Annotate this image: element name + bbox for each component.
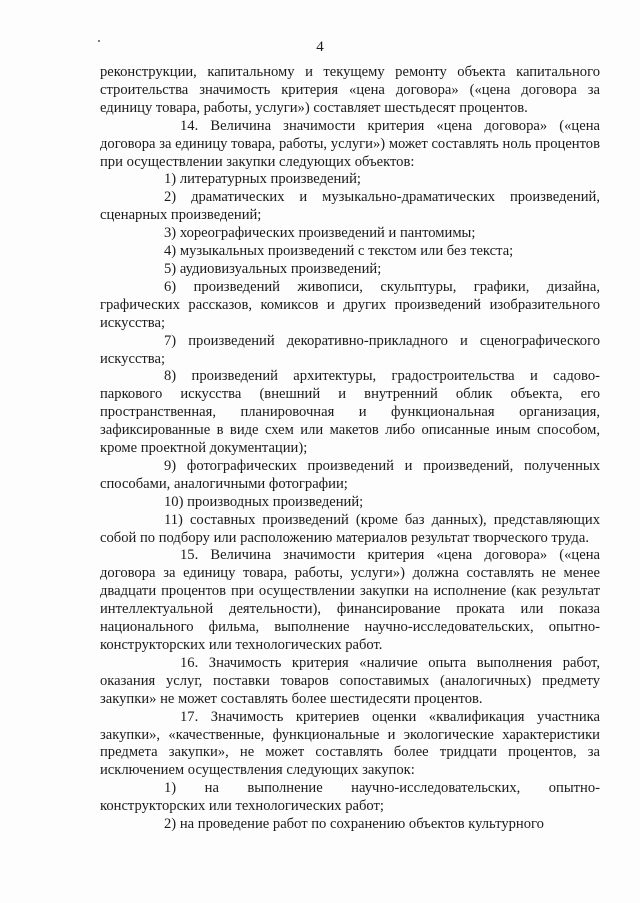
list-item-1 <box>100 171 600 189</box>
list-item-text: произведений архитектуры, градостроительства и садово-паркового искусства (внешний и внутренний облик объекта, его пространственная, планировочная и функциональная организация, зафиксированные в виде схем или макетов либо описанные иным способом, кроме проектной документации); <box>100 368 600 457</box>
list-item-11 <box>100 512 600 548</box>
list-item-4 <box>100 243 600 261</box>
list-item-text: производных произведений; <box>187 493 364 510</box>
list-item-number: 2) <box>164 816 177 833</box>
list-item-text: на проведение работ по сохранению объектов культурного <box>179 816 544 833</box>
list-item-6 <box>100 279 600 333</box>
list-item-text: хореографических произведений и пантомимы; <box>179 225 476 242</box>
list-item-number: 1) <box>164 780 177 797</box>
list-item-5 <box>100 261 600 279</box>
paragraph-15 <box>100 547 600 654</box>
list-item-17-1 <box>100 780 600 816</box>
list-item-text: составных произведений (кроме баз данных), представляющих собой по подбору или расположению материалов результат творческого труда. <box>100 511 600 546</box>
list-item-text: драматических и музыкально-драматических произведений, сценарных произведений; <box>100 189 600 224</box>
list-item-text: аудиовизуальных произведений; <box>179 260 382 277</box>
list-item-number: 8) <box>164 368 177 385</box>
paragraph-text: Значимость критериев оценки «квалификация участника закупки», «качественные, функциональные и экологические характеристики предмета закупки», не может составлять более тридцати процентов, за исключением осуществления следующих закупок: <box>100 708 600 779</box>
paragraph-text: реконструкции, капитальному и текущему ремонту объекта капитального строительства значимость критерия «цена договора» («цена договора за единицу товара, работы, услуги») составляет шестьдесят процентов. <box>100 64 600 116</box>
paragraph-number: 15. <box>180 547 199 564</box>
list-item-text: произведений живописи, скульптуры, графики, дизайна, графических рассказов, комиксов и других произведений изобразительного искусства; <box>100 278 600 331</box>
list-item-number: 5) <box>164 260 177 277</box>
list-item-text: литературных произведений; <box>179 171 361 188</box>
list-item-number: 4) <box>164 243 177 260</box>
list-item-9 <box>100 458 600 494</box>
list-item-17-2 <box>100 816 600 834</box>
paragraph-17 <box>100 709 600 781</box>
list-item-number: 11) <box>164 511 183 528</box>
list-item-number: 9) <box>164 457 177 474</box>
list-item-number: 1) <box>164 171 177 188</box>
paragraph-number: 17. <box>180 708 199 725</box>
paragraph-number: 16. <box>180 654 199 671</box>
list-item-text: музыкальных произведений с текстом или без текста; <box>179 243 514 260</box>
paragraph-text: Величина значимости критерия «цена договора» («цена договора за единицу товара, работы, услуги») должна составлять не менее двадцати процентов при осуществлении закупки на исполнение (как результат интеллектуальной деятельности), финансирование проката или показа национального фильма, выполнение научно-исследовательских, опытно-конструкторских или технологических работ. <box>100 547 600 653</box>
list-item-number: 7) <box>164 332 177 349</box>
list-item-2 <box>100 189 600 225</box>
list-item-number: 2) <box>164 189 177 206</box>
list-item-number: 3) <box>164 225 177 242</box>
list-item-text: произведений декоративно-прикладного и сценографического искусства; <box>100 332 600 367</box>
paragraph-continuation <box>100 64 600 118</box>
document-body <box>100 64 600 834</box>
paragraph-14 <box>100 118 600 172</box>
list-item-number: 6) <box>164 278 177 295</box>
list-item-8 <box>100 368 600 458</box>
paragraph-text: Величина значимости критерия «цена договора» («цена договора за единицу товара, работы, услуги») может составлять ноль процентов при осуществлении закупки следующих объектов: <box>100 117 600 170</box>
list-item-7 <box>100 333 600 369</box>
page-number: 4 <box>316 39 324 55</box>
list-item-text: на выполнение научно-исследовательских, опытно-конструкторских или технологических работ; <box>100 780 600 815</box>
paragraph-16 <box>100 655 600 709</box>
paragraph-text: Значимость критерия «наличие опыта выполнения работ, оказания услуг, поставки товаров сопоставимых (аналогичных) предмету закупки» не может составлять более шестидесяти процентов. <box>100 654 600 707</box>
paragraph-number: 14. <box>180 117 199 134</box>
list-item-10 <box>100 494 600 512</box>
list-item-text: фотографических произведений и произведений, полученных способами, аналогичными фотографии; <box>100 457 601 492</box>
list-item-3 <box>100 225 600 243</box>
list-item-number: 10) <box>164 493 184 510</box>
